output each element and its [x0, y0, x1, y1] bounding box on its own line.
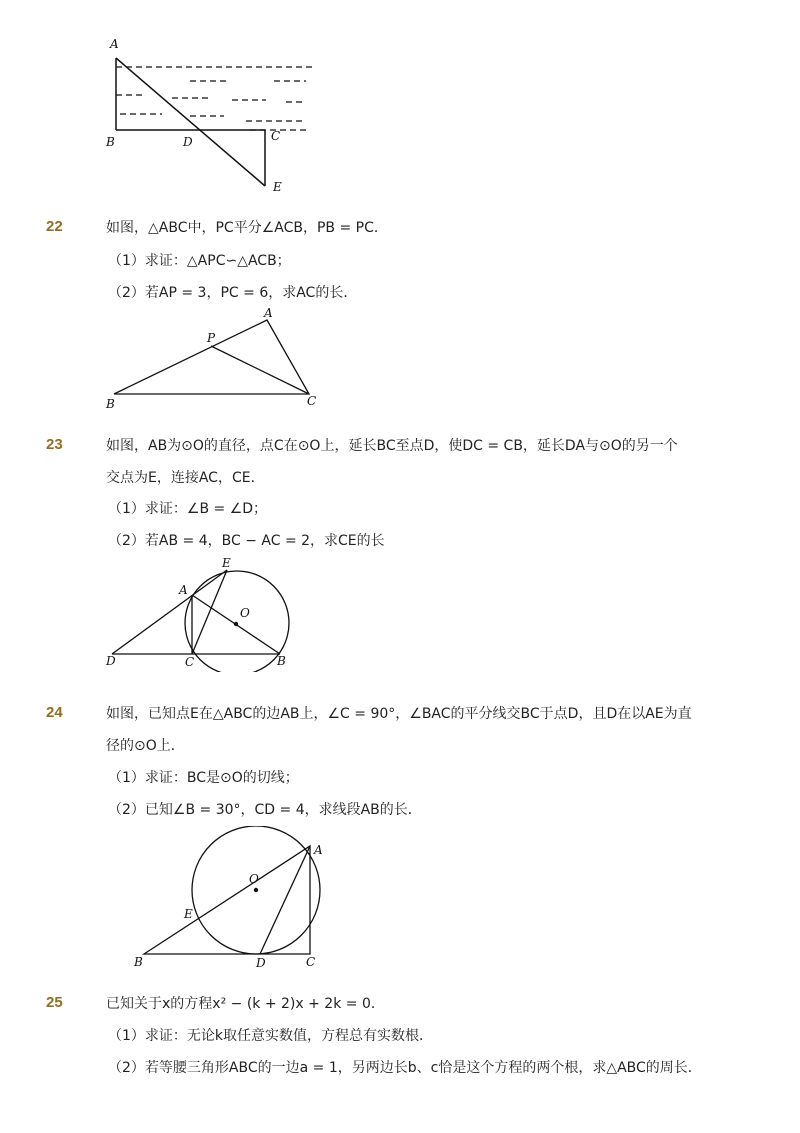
q24-stem-cont: 径的⊙O上． — [106, 738, 185, 754]
label-C: C — [306, 955, 316, 969]
label-A: A — [110, 37, 119, 51]
figure-river-triangles — [100, 34, 330, 196]
label-P: P — [207, 331, 216, 345]
label-D: D — [183, 135, 193, 149]
question-number-22: 22 — [46, 218, 63, 235]
label-D: D — [256, 956, 266, 970]
figure-q24-circle — [130, 826, 330, 972]
question-number-25: 25 — [46, 994, 63, 1011]
label-O: O — [249, 872, 259, 886]
label-C: C — [185, 655, 195, 669]
q24-stem: 如图，已知点E在△ABC的边AB上，∠C = 90°，∠BAC的平分线交BC于点D，且D在以AE为直 — [106, 706, 692, 722]
label-B: B — [106, 397, 115, 411]
label-A: A — [264, 306, 273, 320]
label-C: C — [271, 129, 281, 143]
q25-stem: 已知关于x的方程x² − (k + 2)x + 2k = 0． — [106, 996, 385, 1012]
label-A: A — [179, 583, 188, 597]
q25-part2: （2）若等腰三角形ABC的一边a = 1，另两边长b、c恰是这个方程的两个根，求△ABC的周长． — [108, 1060, 702, 1076]
label-B: B — [277, 654, 286, 668]
label-B: B — [134, 955, 143, 969]
label-E: E — [273, 180, 282, 194]
label-D: D — [106, 654, 116, 668]
q23-part1: （1）求证：∠B = ∠D； — [108, 501, 268, 517]
label-C: C — [307, 394, 317, 408]
label-E: E — [222, 556, 231, 570]
label-A: A — [314, 843, 323, 857]
label-B: B — [106, 135, 115, 149]
figure-q22-triangle — [100, 306, 330, 412]
q23-stem-cont: 交点为E，连接AC，CE． — [106, 470, 265, 486]
q24-part1: （1）求证：BC是⊙O的切线； — [108, 770, 299, 786]
figure-q23-circle — [100, 552, 300, 672]
q22-stem: 如图，△ABC中，PC平分∠ACB，PB = PC． — [106, 220, 388, 236]
label-O: O — [240, 606, 250, 620]
q25-part1: （1）求证：无论k取任意实数值，方程总有实数根． — [108, 1028, 434, 1044]
q23-part2: （2）若AB = 4，BC − AC = 2，求CE的长 — [108, 533, 385, 549]
q22-part2: （2）若AP = 3，PC = 6，求AC的长． — [108, 285, 358, 301]
q22-part1: （1）求证：△APC∽△ACB； — [108, 253, 291, 269]
label-E: E — [184, 907, 193, 921]
q24-part2: （2）已知∠B = 30°，CD = 4，求线段AB的长． — [108, 802, 422, 818]
question-number-24: 24 — [46, 704, 63, 721]
q23-stem: 如图，AB为⊙O的直径，点C在⊙O上，延长BC至点D，使DC = CB，延长DA与⊙O的另一个 — [106, 438, 678, 454]
question-number-23: 23 — [46, 436, 63, 453]
